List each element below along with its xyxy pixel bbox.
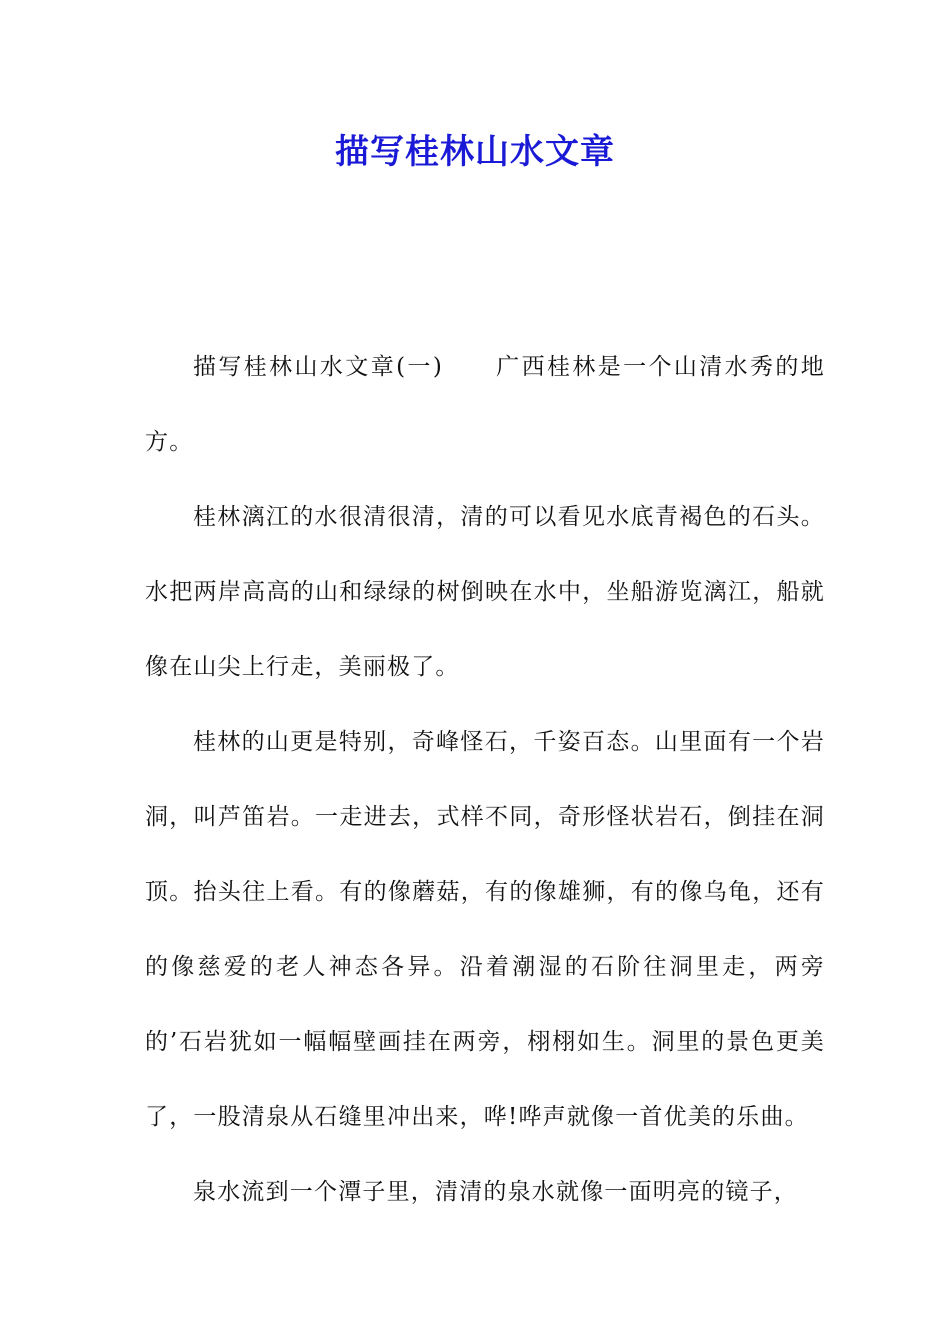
paragraph-3: 桂林的山更是特别，奇峰怪石，千姿百态。山里面有一个岩洞，叫芦笛岩。一走进去，式样不同，奇形怪状岩石，倒挂在洞顶。抬头往上看。有的像蘑菇，有的像雄狮，有的像乌龟，还有的像慈爱的老人神态各异。沿着潮湿的石阶往洞里走，两旁的’石岩犹如一幅幅壁画挂在两旁，栩栩如生。洞里的景色更美了，一股清泉从石缝里冲出来，哗!哗声就像一首优美的乐曲。 — [145, 729, 825, 1130]
paragraph-1 — [145, 330, 825, 480]
document-title: 描写桂林山水文章 — [335, 132, 615, 172]
paragraph-4: 泉水流到一个潭子里，清清的泉水就像一面明亮的镜子， — [193, 1179, 798, 1205]
paragraph-text: 广西桂林是一个山清水秀的地方。 — [145, 354, 825, 455]
paragraph-2: 桂林漓江的水很清很清，清的可以看见水底青褐色的石头。水把两岸高高的山和绿绿的树倒映在水中，坐船游览漓江，船就像在山尖上行走，美丽极了。 — [145, 504, 825, 680]
paragraph-lead: 描写桂林山水文章(一) — [193, 354, 443, 380]
document-body — [145, 330, 825, 1230]
